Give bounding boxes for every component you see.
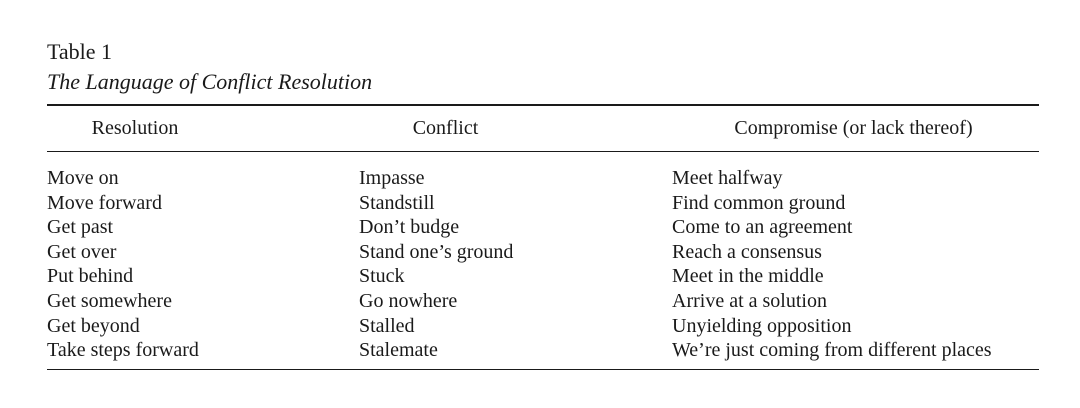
table-row xyxy=(47,240,1039,265)
cell-compromise: Arrive at a solution xyxy=(672,289,827,312)
cell-resolution: Move forward xyxy=(47,191,162,214)
table-row xyxy=(47,191,1039,216)
header-conflict: Conflict xyxy=(412,117,479,139)
table-header-row xyxy=(47,106,1039,151)
cell-resolution: Get somewhere xyxy=(47,289,172,312)
cell-compromise: Find common ground xyxy=(672,191,846,214)
table-body xyxy=(47,166,1039,363)
header-resolution: Resolution xyxy=(91,117,179,139)
cell-compromise: Reach a consensus xyxy=(672,240,822,263)
cell-compromise: We’re just coming from different places xyxy=(672,339,992,362)
cell-compromise: Unyielding opposition xyxy=(672,314,852,337)
cell-compromise: Meet in the middle xyxy=(672,265,824,288)
bottom-rule xyxy=(47,369,1039,370)
cell-conflict: Standstill xyxy=(359,191,435,214)
table-row xyxy=(47,215,1039,240)
cell-resolution: Take steps forward xyxy=(47,339,199,362)
cell-conflict: Stalled xyxy=(359,314,415,337)
cell-conflict: Go nowhere xyxy=(359,289,458,312)
table-number: Table 1 xyxy=(47,39,113,64)
cell-resolution: Move on xyxy=(47,167,119,189)
header-compromise: Compromise (or lack thereof) xyxy=(734,117,973,139)
table-row xyxy=(47,338,1039,363)
table-row xyxy=(47,264,1039,289)
cell-resolution: Get beyond xyxy=(47,314,140,337)
header-rule xyxy=(47,151,1039,152)
table-row xyxy=(47,166,1039,191)
cell-conflict: Stuck xyxy=(359,265,405,288)
cell-resolution: Get over xyxy=(47,240,117,263)
table-block xyxy=(47,38,1039,370)
cell-conflict: Don’t budge xyxy=(359,216,460,239)
cell-resolution: Put behind xyxy=(47,265,134,288)
cell-conflict: Stand one’s ground xyxy=(359,240,514,263)
cell-compromise: Meet halfway xyxy=(672,167,783,189)
table-row xyxy=(47,289,1039,314)
table-row xyxy=(47,314,1039,339)
cell-resolution: Get past xyxy=(47,216,114,239)
cell-conflict: Stalemate xyxy=(359,339,438,362)
table-title: The Language of Conflict Resolution xyxy=(47,69,373,94)
cell-conflict: Impasse xyxy=(359,167,425,189)
cell-compromise: Come to an agreement xyxy=(672,216,853,239)
